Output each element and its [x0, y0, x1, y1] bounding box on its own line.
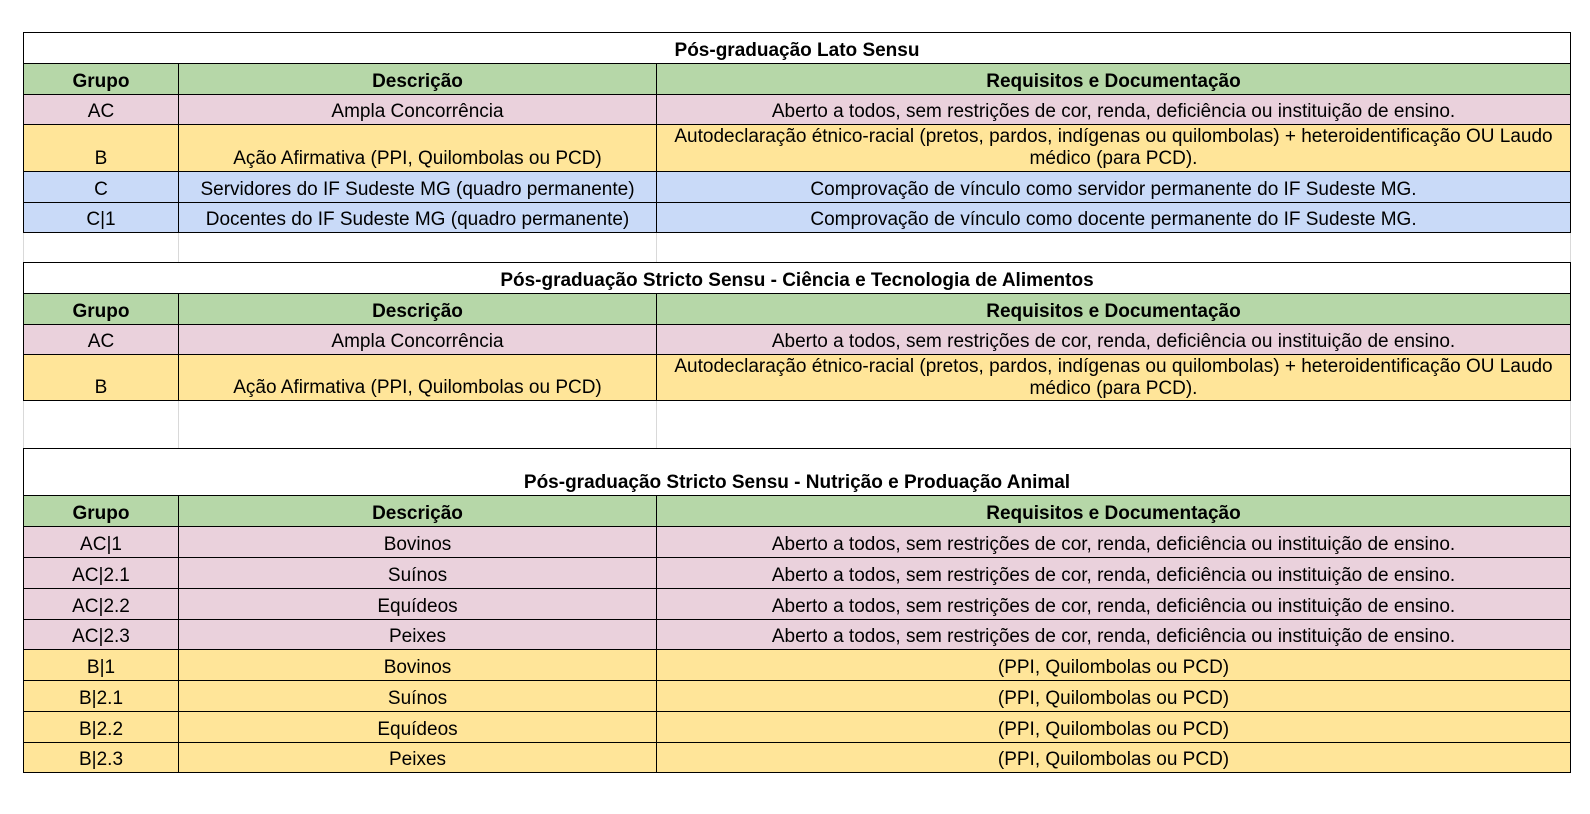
requisitos-cell[interactable]: Aberto a todos, sem restrições de cor, renda, deficiência ou instituição de ensino. [656, 94, 1571, 125]
grupo-cell[interactable]: AC|2.3 [23, 619, 178, 650]
section-title-row [23, 32, 1571, 63]
table-row [23, 649, 1571, 680]
requisitos-cell[interactable]: Comprovação de vínculo como docente permanente do IF Sudeste MG. [656, 202, 1571, 233]
descricao-cell[interactable]: Ação Afirmativa (PPI, Quilombolas ou PCD) [178, 124, 656, 171]
header-row [23, 495, 1571, 526]
empty-cell[interactable] [178, 233, 656, 262]
grupo-cell[interactable]: C [23, 171, 178, 202]
grupo-cell[interactable]: AC|2.2 [23, 588, 178, 619]
header-descricao[interactable]: Descrição [178, 293, 656, 324]
table-row [23, 680, 1571, 711]
table-row [23, 557, 1571, 588]
grupo-cell[interactable]: B|2.2 [23, 711, 178, 742]
descricao-cell[interactable]: Ação Afirmativa (PPI, Quilombolas ou PCD) [178, 354, 656, 401]
table-row [23, 354, 1571, 401]
requisitos-cell[interactable]: Autodeclaração étnico-racial (pretos, pardos, indígenas ou quilombolas) + heteroidentificação OU Laudo médico (para PCD). [656, 354, 1571, 401]
grupo-cell[interactable]: B|1 [23, 649, 178, 680]
descricao-cell[interactable]: Peixes [178, 619, 656, 650]
grupo-cell[interactable]: C|1 [23, 202, 178, 233]
grupo-cell[interactable]: B|2.1 [23, 680, 178, 711]
requisitos-cell[interactable]: Aberto a todos, sem restrições de cor, renda, deficiência ou instituição de ensino. [656, 526, 1571, 557]
grupo-cell[interactable]: B|2.3 [23, 742, 178, 773]
grupo-cell[interactable]: AC [23, 94, 178, 125]
section-title[interactable]: Pós-graduação Stricto Sensu - Nutrição e Produação Animal [23, 448, 1571, 495]
requisitos-cell[interactable]: (PPI, Quilombolas ou PCD) [656, 649, 1571, 680]
requisitos-cell[interactable]: Aberto a todos, sem restrições de cor, renda, deficiência ou instituição de ensino. [656, 557, 1571, 588]
header-row [23, 293, 1571, 324]
descricao-cell[interactable]: Suínos [178, 680, 656, 711]
table-row [23, 171, 1571, 202]
empty-cell[interactable] [178, 401, 656, 448]
header-grupo[interactable]: Grupo [23, 495, 178, 526]
descricao-cell[interactable]: Peixes [178, 742, 656, 773]
header-requisitos[interactable]: Requisitos e Documentação [656, 63, 1571, 94]
table-row [23, 202, 1571, 233]
section-title[interactable]: Pós-graduação Lato Sensu [23, 32, 1571, 63]
spreadsheet [23, 32, 1571, 773]
table-row [23, 94, 1571, 125]
requisitos-cell[interactable]: Aberto a todos, sem restrições de cor, renda, deficiência ou instituição de ensino. [656, 619, 1571, 650]
header-requisitos[interactable]: Requisitos e Documentação [656, 293, 1571, 324]
header-row [23, 63, 1571, 94]
descricao-cell[interactable]: Suínos [178, 557, 656, 588]
requisitos-cell[interactable]: (PPI, Quilombolas ou PCD) [656, 742, 1571, 773]
descricao-cell[interactable]: Ampla Concorrência [178, 324, 656, 355]
empty-cell[interactable] [23, 401, 178, 448]
requisitos-cell[interactable]: Autodeclaração étnico-racial (pretos, pardos, indígenas ou quilombolas) + heteroidentificação OU Laudo médico (para PCD). [656, 124, 1571, 171]
section-title-row [23, 262, 1571, 293]
table-row [23, 742, 1571, 773]
header-grupo[interactable]: Grupo [23, 293, 178, 324]
table-row [23, 124, 1571, 171]
descricao-cell[interactable]: Bovinos [178, 649, 656, 680]
empty-row [23, 401, 1571, 448]
table-row [23, 619, 1571, 650]
header-descricao[interactable]: Descrição [178, 495, 656, 526]
descricao-cell[interactable]: Bovinos [178, 526, 656, 557]
descricao-cell[interactable]: Ampla Concorrência [178, 94, 656, 125]
table-row [23, 526, 1571, 557]
empty-row [23, 233, 1571, 262]
header-descricao[interactable]: Descrição [178, 63, 656, 94]
requisitos-cell[interactable]: Comprovação de vínculo como servidor permanente do IF Sudeste MG. [656, 171, 1571, 202]
grupo-cell[interactable]: B [23, 354, 178, 401]
empty-cell[interactable] [23, 233, 178, 262]
requisitos-cell[interactable]: Aberto a todos, sem restrições de cor, renda, deficiência ou instituição de ensino. [656, 324, 1571, 355]
table-row [23, 588, 1571, 619]
empty-cell[interactable] [656, 233, 1571, 262]
empty-cell[interactable] [656, 401, 1571, 448]
requisitos-cell[interactable]: (PPI, Quilombolas ou PCD) [656, 711, 1571, 742]
section-title-row [23, 448, 1571, 495]
section-title[interactable]: Pós-graduação Stricto Sensu - Ciência e Tecnologia de Alimentos [23, 262, 1571, 293]
requisitos-cell[interactable]: (PPI, Quilombolas ou PCD) [656, 680, 1571, 711]
descricao-cell[interactable]: Docentes do IF Sudeste MG (quadro permanente) [178, 202, 656, 233]
table-row [23, 324, 1571, 355]
grupo-cell[interactable]: AC|2.1 [23, 557, 178, 588]
descricao-cell[interactable]: Equídeos [178, 588, 656, 619]
table-row [23, 711, 1571, 742]
descricao-cell[interactable]: Equídeos [178, 711, 656, 742]
grupo-cell[interactable]: AC [23, 324, 178, 355]
grupo-cell[interactable]: AC|1 [23, 526, 178, 557]
descricao-cell[interactable]: Servidores do IF Sudeste MG (quadro permanente) [178, 171, 656, 202]
requisitos-cell[interactable]: Aberto a todos, sem restrições de cor, renda, deficiência ou instituição de ensino. [656, 588, 1571, 619]
grupo-cell[interactable]: B [23, 124, 178, 171]
header-requisitos[interactable]: Requisitos e Documentação [656, 495, 1571, 526]
header-grupo[interactable]: Grupo [23, 63, 178, 94]
